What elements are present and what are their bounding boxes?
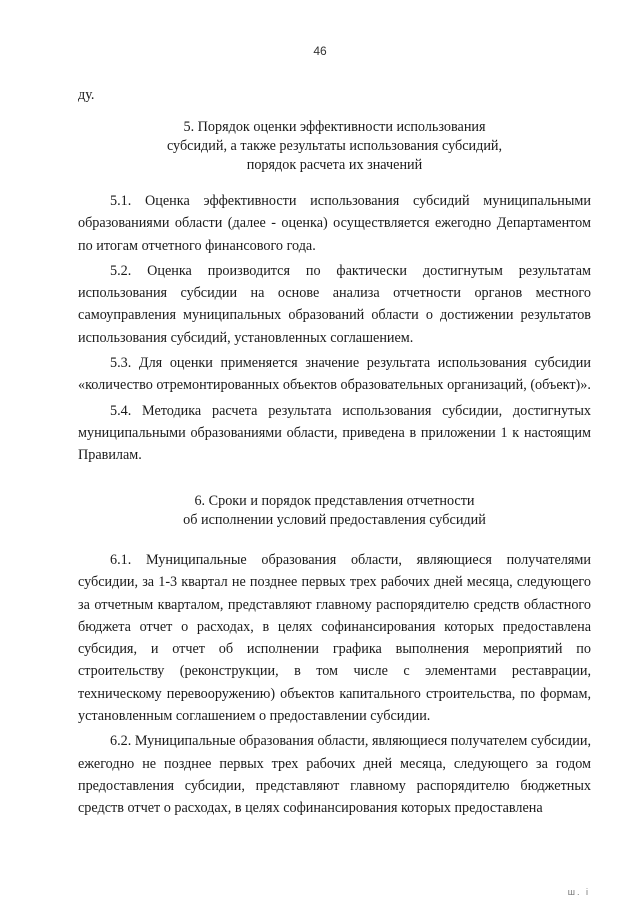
continuation-text: ду. [78,87,95,103]
paragraph-6-2: 6.2. Муниципальные образования области, являющиеся получателем субсидии, ежегодно не позднее первых трех рабочих дней месяца, следующего за годом предоставления субсидии, представляют главному распорядителю бюджетных средств отчет о расходах, в целях софинансирования которых предоставлена [78,733,591,817]
section-6-heading-line: об исполнении условий предоставления субсидий [183,512,486,528]
section-5-heading-line: субсидий, а также результаты использования субсидий, [166,138,503,154]
section-5-body [78,190,591,467]
paragraph-5-4: 5.4. Методика расчета результата использования субсидии, достигнутых муниципальными образованиями области, приведена в приложении 1 к настоящим Правилам. [78,402,591,464]
section-6-heading [78,492,591,530]
section-5-heading-line: порядок расчета их значений [246,157,423,173]
section-5-heading [78,118,591,175]
paragraph-6-1: 6.1. Муниципальные образования области, являющиеся получателями субсидии, за 1-3 квартал не позднее первых трех рабочих дней месяца, следующего за отчетным кварталом, представляют главному распорядителю средств областного бюджета отчет о расходах, в целях софинансирования которых предоставлена субсидия, и отчет об исполнении графика выполнения мероприятий по строительству (реконструкции, в том числе с элементами реставрации, техническому перевооружению) объектов капитального строительства, по формам, установленным соглашением о предоставлении субсидии. [78,552,591,725]
section-5-heading-line: 5. Порядок оценки эффективности использования [183,119,486,135]
paragraph-5-2: 5.2. Оценка производится по фактически достигнутым результатам использования субсидии на основе анализа отчетности органов местного самоуправления муниципальных образований области о достижении результатов использования субсидий, установленных соглашением. [78,262,591,346]
section-6-heading-line: 6. Сроки и порядок представления отчетности [194,493,475,509]
section-6-body [78,549,591,820]
paragraph-5-1: 5.1. Оценка эффективности использования субсидий муниципальными образованиями области (далее - оценка) осуществляется ежегодно Департаментом по итогам отчетного финансового года. [78,193,591,254]
footer-mark: ш. і [567,887,590,897]
page-number: 46 [313,44,327,58]
paragraph-5-3: 5.3. Для оценки применяется значение результата использования субсидии «количество отремонтированных объектов образовательных организаций, (объект)». [78,355,591,394]
